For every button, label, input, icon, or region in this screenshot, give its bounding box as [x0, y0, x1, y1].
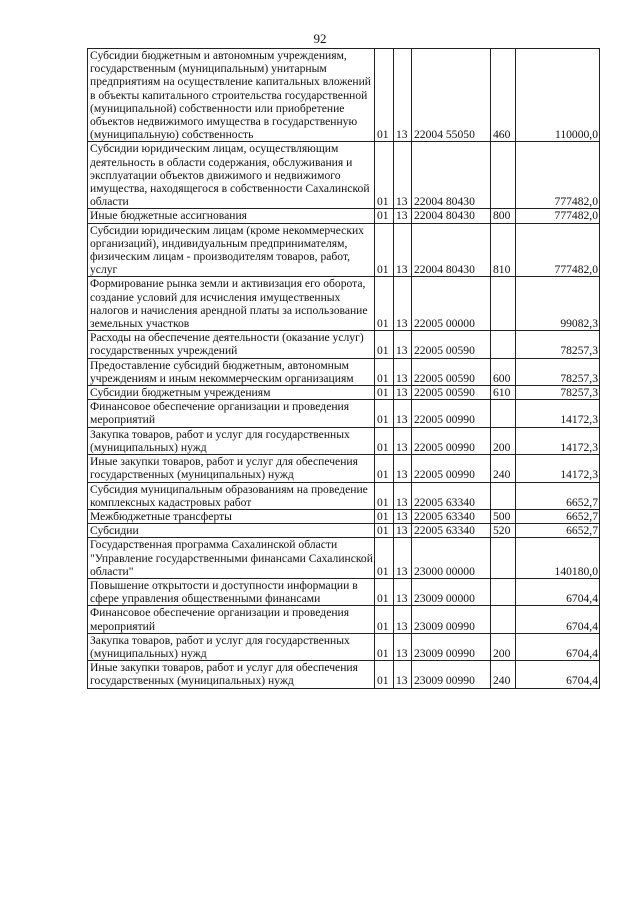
table-row — [88, 455, 600, 482]
target-article-code: 22004 55050 — [412, 49, 491, 142]
section-code: 01 — [375, 386, 394, 400]
table-row — [88, 633, 600, 660]
amount: 99082,3 — [516, 277, 600, 331]
section-code: 01 — [375, 661, 394, 688]
expense-name: Субсидии юридическим лицам, осуществляющим деятельность в области содержания, обслуживания и эксплуатации объектов движимого и недвижимого имущества, находящегося в собственности Сахалинской области — [88, 142, 375, 209]
page-number: 92 — [313, 31, 327, 46]
section-code: 01 — [375, 578, 394, 605]
target-article-code: 22005 00990 — [412, 455, 491, 482]
expense-name: Предоставление субсидий бюджетным, автономным учреждениям и иным некоммерческим организациям — [88, 358, 375, 385]
table-row — [88, 427, 600, 454]
subsection-code: 13 — [394, 661, 412, 688]
amount: 14172,3 — [516, 427, 600, 454]
target-article-code: 22004 80430 — [412, 209, 491, 223]
target-article-code: 22004 80430 — [412, 142, 491, 209]
table-row — [88, 578, 600, 605]
target-article-code: 23009 00000 — [412, 578, 491, 605]
section-code: 01 — [375, 509, 394, 523]
subsection-code: 13 — [394, 606, 412, 633]
subsection-code: 13 — [394, 538, 412, 579]
subsection-code: 13 — [394, 142, 412, 209]
expense-type-code: 240 — [491, 661, 516, 688]
expense-name: Иные закупки товаров, работ и услуг для обеспечения государственных (муниципальных) нужд — [88, 661, 375, 688]
amount: 6652,7 — [516, 524, 600, 538]
target-article-code: 22005 63340 — [412, 509, 491, 523]
subsection-code: 13 — [394, 331, 412, 358]
section-code: 01 — [375, 277, 394, 331]
expense-type-code — [491, 538, 516, 579]
target-article-code: 22005 63340 — [412, 482, 491, 509]
expense-type-code: 600 — [491, 358, 516, 385]
table-row — [88, 358, 600, 385]
table-row — [88, 331, 600, 358]
expense-name: Закупка товаров, работ и услуг для государственных (муниципальных) нужд — [88, 427, 375, 454]
expense-type-code: 240 — [491, 455, 516, 482]
section-code: 01 — [375, 482, 394, 509]
amount: 6652,7 — [516, 509, 600, 523]
amount: 78257,3 — [516, 331, 600, 358]
amount: 140180,0 — [516, 538, 600, 579]
table-row — [88, 386, 600, 400]
expense-name: Субсидии бюджетным учреждениям — [88, 386, 375, 400]
amount: 14172,3 — [516, 400, 600, 427]
table-row — [88, 49, 600, 142]
budget-table — [87, 48, 600, 689]
expense-name: Межбюджетные трансферты — [88, 509, 375, 523]
subsection-code: 13 — [394, 455, 412, 482]
expense-type-code: 520 — [491, 524, 516, 538]
expense-type-code — [491, 578, 516, 605]
subsection-code: 13 — [394, 482, 412, 509]
section-code: 01 — [375, 455, 394, 482]
target-article-code: 23009 00990 — [412, 661, 491, 688]
expense-name: Субсидии юридическим лицам (кроме некоммерческих организаций), индивидуальным предпринимателям, физическим лицам - производителям товаров, работ, услуг — [88, 223, 375, 277]
amount: 777482,0 — [516, 223, 600, 277]
expense-name: Субсидии бюджетным и автономным учреждениям, государственным (муниципальным) унитарным предприятиям на осуществление капитальных вложений в объекты капитального строительства государственной (муниципальной) собственности или приобретение объектов недвижимого имущества в государственную (муниципальную) собственность — [88, 49, 375, 142]
target-article-code: 22005 00590 — [412, 358, 491, 385]
expense-type-code: 810 — [491, 223, 516, 277]
target-article-code: 23009 00990 — [412, 633, 491, 660]
section-code: 01 — [375, 223, 394, 277]
section-code: 01 — [375, 142, 394, 209]
subsection-code: 13 — [394, 524, 412, 538]
table-row — [88, 482, 600, 509]
section-code: 01 — [375, 358, 394, 385]
table-row — [88, 277, 600, 331]
target-article-code: 22005 00990 — [412, 427, 491, 454]
expense-name: Государственная программа Сахалинской области "Управление государственными финансами Сахалинской области" — [88, 538, 375, 579]
table-row — [88, 142, 600, 209]
subsection-code: 13 — [394, 578, 412, 605]
table-row — [88, 509, 600, 523]
budget-table-body — [88, 49, 600, 689]
table-row — [88, 400, 600, 427]
subsection-code: 13 — [394, 277, 412, 331]
expense-name: Закупка товаров, работ и услуг для государственных (муниципальных) нужд — [88, 633, 375, 660]
subsection-code: 13 — [394, 223, 412, 277]
amount: 6704,4 — [516, 661, 600, 688]
table-row — [88, 661, 600, 688]
expense-name: Формирование рынка земли и активизация его оборота, создание условий для исчисления имущественных налогов и начисления арендной платы за использование земельных участков — [88, 277, 375, 331]
section-code: 01 — [375, 606, 394, 633]
target-article-code: 22005 00000 — [412, 277, 491, 331]
expense-type-code: 800 — [491, 209, 516, 223]
section-code: 01 — [375, 209, 394, 223]
amount: 110000,0 — [516, 49, 600, 142]
subsection-code: 13 — [394, 386, 412, 400]
section-code: 01 — [375, 49, 394, 142]
expense-type-code: 200 — [491, 633, 516, 660]
amount: 78257,3 — [516, 386, 600, 400]
subsection-code: 13 — [394, 209, 412, 223]
subsection-code: 13 — [394, 427, 412, 454]
table-row — [88, 223, 600, 277]
amount: 78257,3 — [516, 358, 600, 385]
amount: 777482,0 — [516, 142, 600, 209]
target-article-code: 23009 00990 — [412, 606, 491, 633]
subsection-code: 13 — [394, 633, 412, 660]
expense-name: Субсидии — [88, 524, 375, 538]
amount: 6704,4 — [516, 633, 600, 660]
target-article-code: 22005 00590 — [412, 386, 491, 400]
expense-type-code: 460 — [491, 49, 516, 142]
expense-name: Иные закупки товаров, работ и услуг для обеспечения государственных (муниципальных) нужд — [88, 455, 375, 482]
subsection-code: 13 — [394, 49, 412, 142]
expense-type-code: 610 — [491, 386, 516, 400]
amount: 6704,4 — [516, 578, 600, 605]
section-code: 01 — [375, 400, 394, 427]
section-code: 01 — [375, 427, 394, 454]
expense-name: Субсидия муниципальным образованиям на проведение комплексных кадастровых работ — [88, 482, 375, 509]
table-row — [88, 524, 600, 538]
subsection-code: 13 — [394, 400, 412, 427]
expense-type-code — [491, 400, 516, 427]
expense-type-code — [491, 331, 516, 358]
expense-name: Финансовое обеспечение организации и проведения мероприятий — [88, 400, 375, 427]
expense-type-code — [491, 277, 516, 331]
table-row — [88, 606, 600, 633]
table-row — [88, 209, 600, 223]
target-article-code: 22004 80430 — [412, 223, 491, 277]
expense-type-code — [491, 606, 516, 633]
section-code: 01 — [375, 538, 394, 579]
expense-type-code — [491, 482, 516, 509]
target-article-code: 23000 00000 — [412, 538, 491, 579]
expense-type-code — [491, 142, 516, 209]
table-row — [88, 538, 600, 579]
expense-name: Расходы на обеспечение деятельности (оказание услуг) государственных учреждений — [88, 331, 375, 358]
subsection-code: 13 — [394, 509, 412, 523]
amount: 777482,0 — [516, 209, 600, 223]
expense-name: Иные бюджетные ассигнования — [88, 209, 375, 223]
amount: 6704,4 — [516, 606, 600, 633]
expense-name: Повышение открытости и доступности информации в сфере управления общественными финансами — [88, 578, 375, 605]
target-article-code: 22005 63340 — [412, 524, 491, 538]
expense-type-code: 200 — [491, 427, 516, 454]
expense-name: Финансовое обеспечение организации и проведения мероприятий — [88, 606, 375, 633]
amount: 14172,3 — [516, 455, 600, 482]
target-article-code: 22005 00590 — [412, 331, 491, 358]
section-code: 01 — [375, 633, 394, 660]
subsection-code: 13 — [394, 358, 412, 385]
target-article-code: 22005 00990 — [412, 400, 491, 427]
expense-type-code: 500 — [491, 509, 516, 523]
section-code: 01 — [375, 331, 394, 358]
amount: 6652,7 — [516, 482, 600, 509]
section-code: 01 — [375, 524, 394, 538]
